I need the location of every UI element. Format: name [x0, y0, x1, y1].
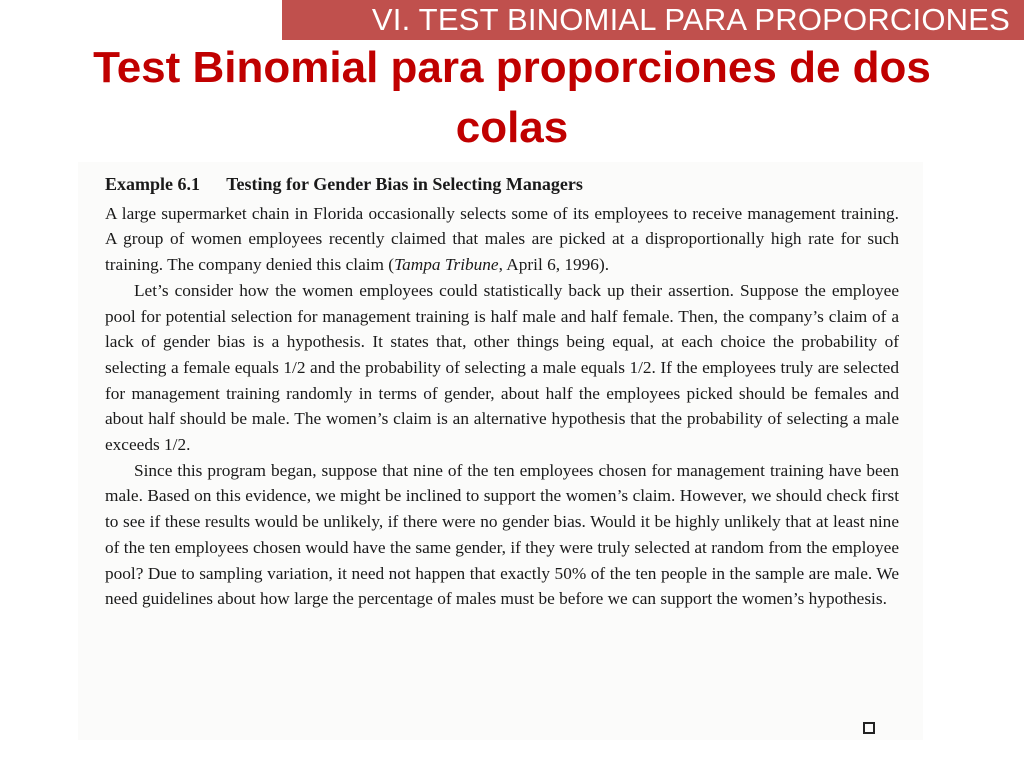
paragraph-3: Since this program began, suppose that nine of the ten employees chosen for management training have been male. Based on this evidence, we might be inclined to support the women’s claim. However, we should check first to see if these results would be unlikely, if there were no gender bias. Would it be highly unlikely that at least nine of the ten employees chosen would have the same gender, if they were truly selected at random from the employee pool? Due to sampling variation, it need not happen that exactly 50% of the ten people in the sample are male. We need guidelines about how large the percentage of males must be before we can support the women’s hypothesis.	[105, 460, 899, 609]
section-banner: VI. TEST BINOMIAL PARA PROPORCIONES	[282, 0, 1024, 40]
end-of-example-box-icon	[863, 722, 875, 734]
textbook-excerpt	[78, 162, 923, 740]
paragraph-1	[105, 201, 899, 278]
paragraph-1-date: , April 6, 1996).	[498, 255, 610, 275]
example-label: Example 6.1	[105, 174, 201, 194]
example-title: Testing for Gender Bias in Selecting Managers	[226, 174, 583, 194]
example-heading	[105, 172, 899, 198]
slide-title: Test Binomial para proporciones de dos colas	[93, 43, 931, 152]
paragraph-1-text: A large supermarket chain in Florida occasionally selects some of its employees to receive management training. A group of women employees recently claimed that males are picked at a disproportionally high rate for such training. The company denied this claim (	[105, 203, 899, 275]
source-citation: Tampa Tribune	[394, 255, 499, 275]
paragraph-2: Let’s consider how the women employees could statistically back up their assertion. Suppose the employee pool for potential selection for management training is half male and half female. Then, the company’s claim of a lack of gender bias is a hypothesis. It states that, other things being equal, at each choice the probability of selecting a female equals 1/2 and the probability of selecting a male equals 1/2. If the employees truly are selected for management training randomly in terms of gender, about half the employees picked should be females and about half should be male. The women’s claim is an alternative hypothesis that the probability of selecting a male exceeds 1/2.	[105, 280, 899, 455]
